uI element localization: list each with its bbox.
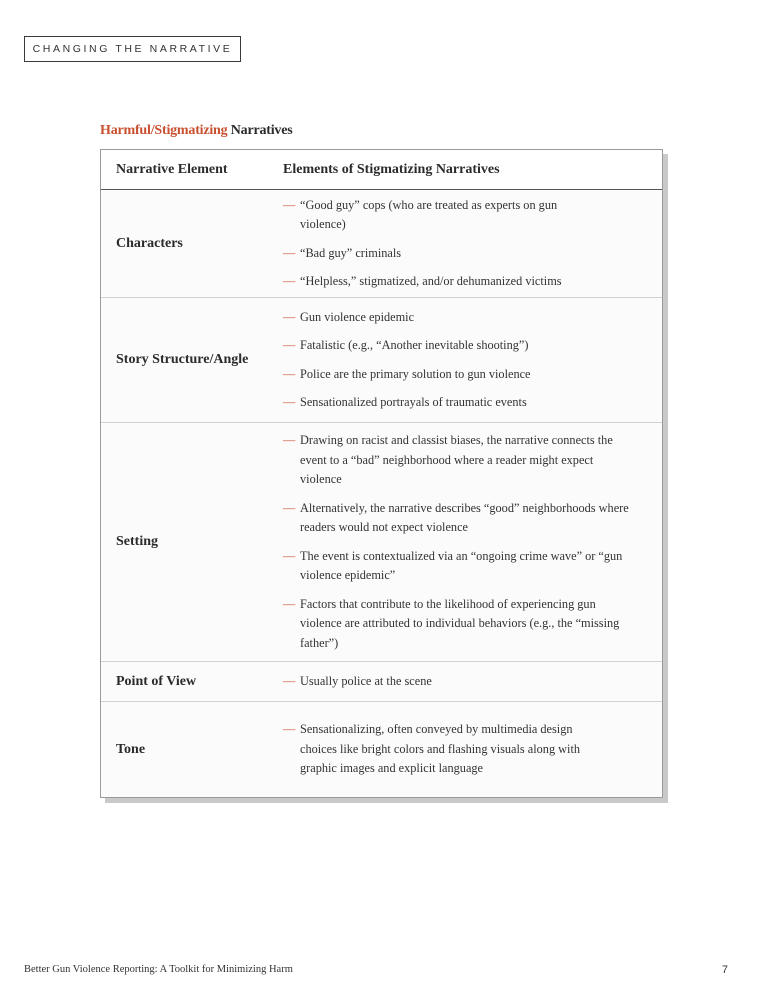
list-item: — “Good guy” cops (who are treated as experts on gun violence) — [283, 196, 648, 235]
list-item: — “Bad guy” criminals — [283, 244, 648, 264]
narratives-table — [100, 149, 663, 798]
dash-bullet-icon: — — [283, 338, 296, 352]
dash-bullet-icon: — — [283, 673, 296, 688]
dash-bullet-icon: — — [283, 395, 296, 409]
dash-bullet-icon: — — [283, 366, 296, 381]
row-label: Characters — [116, 235, 183, 251]
table-title — [100, 123, 293, 139]
page-number: 7 — [721, 964, 728, 976]
row-items — [283, 298, 662, 422]
footer-title: Better Gun Violence Reporting: A Toolkit for Minimizing Harm — [24, 964, 293, 975]
table-row-tone — [101, 702, 662, 797]
table-title-accent: Harmful/Stigmatizing — [100, 123, 228, 138]
list-item: — Alternatively, the narrative describes “good” neighborhoods where readers would not expect violence — [283, 499, 648, 538]
row-items — [283, 662, 662, 701]
section-header-label: CHANGING THE NARRATIVE — [24, 36, 241, 62]
row-items — [283, 423, 662, 661]
list-item: — The event is contextualized via an “ongoing crime wave” or “gun violence epidemic” — [283, 547, 648, 586]
dash-bullet-icon: — — [283, 274, 296, 288]
list-item: — “Helpless,” stigmatized, and/or dehumanized victims — [283, 272, 648, 292]
list-item: — Gun violence epidemic — [283, 308, 648, 328]
list-item: — Police are the primary solution to gun violence — [283, 365, 648, 385]
list-item: — Sensationalizing, often conveyed by multimedia design choices like bright colors and flashing visuals along with graphic images and explicit language — [283, 720, 648, 779]
dash-bullet-icon: — — [283, 433, 296, 447]
table-row-setting — [101, 423, 662, 662]
list-item: — Sensationalized portrayals of traumatic events — [283, 393, 648, 413]
row-label: Point of View — [116, 673, 197, 689]
row-label: Story Structure/Angle — [116, 352, 249, 367]
table-row-characters — [101, 190, 662, 298]
row-label: Tone — [116, 741, 146, 757]
list-item: — Factors that contribute to the likelihood of experiencing gun violence are attributed to individual behaviors (e.g., the “missing father”) — [283, 595, 648, 654]
dash-bullet-icon: — — [283, 245, 296, 260]
dash-bullet-icon: — — [283, 596, 296, 611]
column-header-narrative-element: Narrative Element — [116, 161, 228, 177]
table-row-point-of-view — [101, 662, 662, 702]
row-items — [283, 702, 662, 797]
dash-bullet-icon: — — [283, 548, 296, 563]
column-header-stigmatizing-elements: Elements of Stigmatizing Narratives — [283, 161, 500, 177]
table-row-story-structure — [101, 298, 662, 423]
row-items — [283, 190, 662, 297]
list-item: — Drawing on racist and classist biases, the narrative connects the event to a “bad” neighborhood where a reader might expect violence — [283, 431, 648, 490]
dash-bullet-icon: — — [283, 197, 296, 212]
dash-bullet-icon: — — [283, 500, 296, 515]
row-label: Setting — [116, 534, 158, 549]
table-header-row — [101, 150, 662, 190]
dash-bullet-icon: — — [283, 722, 296, 737]
table-title-rest: Narratives — [227, 123, 293, 138]
list-item: — Fatalistic (e.g., “Another inevitable shooting”) — [283, 336, 648, 356]
list-item: — Usually police at the scene — [283, 672, 648, 692]
dash-bullet-icon: — — [283, 309, 296, 324]
